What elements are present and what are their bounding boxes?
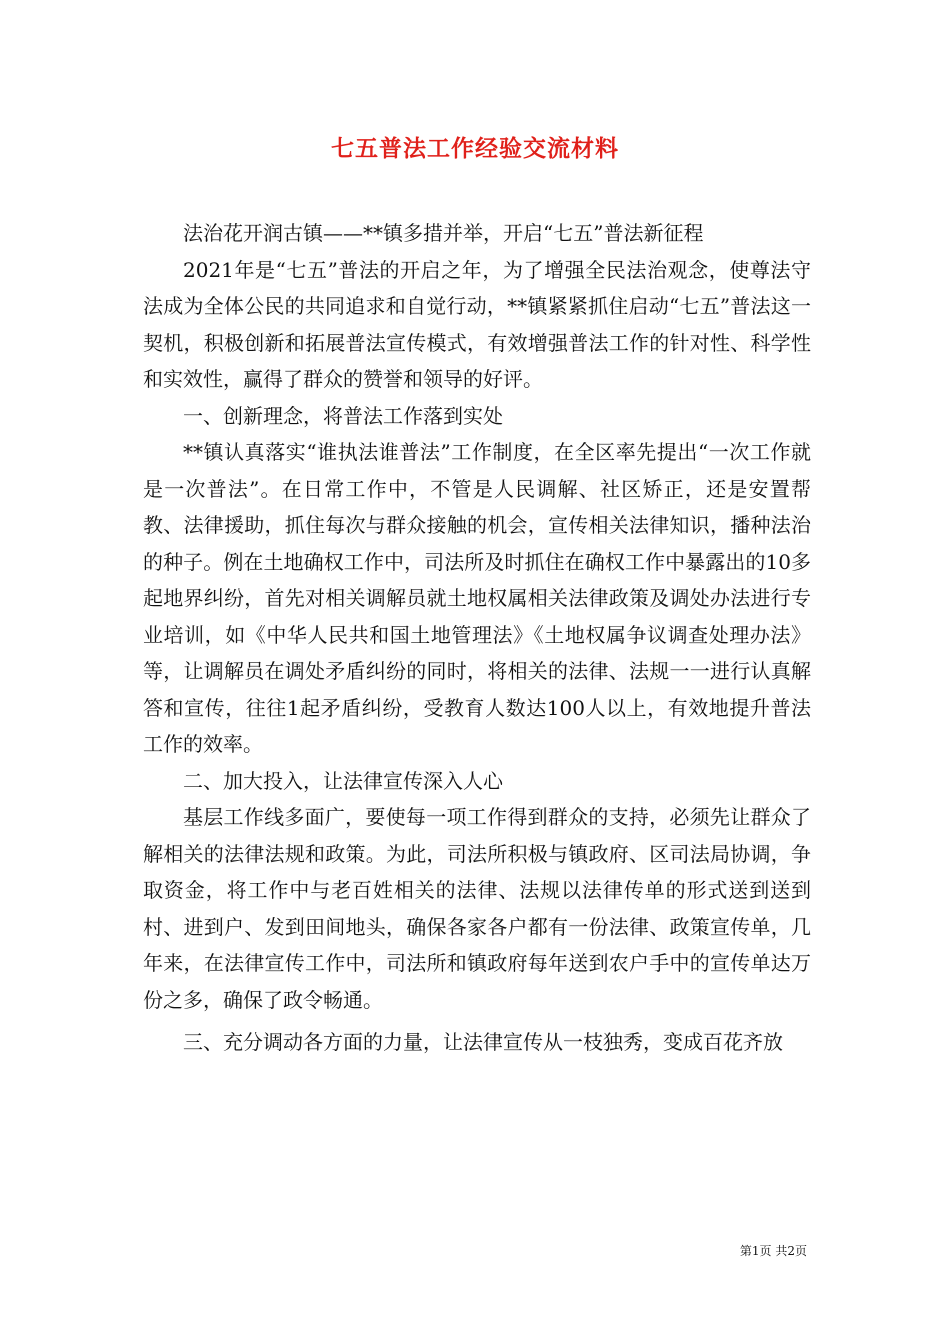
paragraph-subtitle: 法治花开润古镇——**镇多措并举，开启“七五”普法新征程: [183, 221, 704, 245]
section-heading-3: 三、充分调动各方面的力量，让法律宣传从一枝独秀，变成百花齐放: [183, 1030, 783, 1054]
paragraph-section-2: 基层工作线多面广，要使每一项工作得到群众的支持，必须先让群众了解相关的法律法规和政策。为此，司法所积极与镇政府、区司法局协调，争取资金，将工作中与老百姓相关的法律、法规以法律传单的形式送到送到村、进到户、发到田间地头，确保各家各户都有一份法律、政策宣传单，几年来，在法律宣传工作中，司法所和镇政府每年送到农户手中的宣传单达万份之多，确保了政令畅通。: [143, 805, 811, 1012]
paragraph-intro: 2021年是“七五”普法的开启之年，为了增强全民法治观念，使尊法守法成为全体公民的共同追求和自觉行动，**镇紧紧抓住启动“七五”普法这一契机，积极创新和拓展普法宣传模式，有效增强普法工作的针对性、科学性和实效性，赢得了群众的赞誉和领导的好评。: [143, 257, 811, 391]
section-heading-1: 一、创新理念，将普法工作落到实处: [183, 403, 503, 428]
page-number: 第1页 共2页: [739, 1244, 807, 1258]
document-title: 七五普法工作经验交流材料: [331, 135, 619, 162]
document-body: [143, 215, 811, 1061]
section-heading-2: 二、加大投入，让法律宣传深入人心: [183, 768, 503, 793]
paragraph-section-1: **镇认真落实“谁执法谁普法”工作制度，在全区率先提出“一次工作就是一次普法”。在日常工作中，不管是人民调解、社区矫正，还是安置帮教、法律援助，抓住每次与群众接触的机会，宣传相关法律知识，播种法治的种子。例在土地确权工作中，司法所及时抓住在确权工作中暴露出的10多起地界纠纷，首先对相关调解员就土地权属相关法律政策及调处办法进行专业培训，如《中华人民共和国土地管理法》《土地权属争议调查处理办法》等，让调解员在调处矛盾纠纷的同时，将相关的法律、法规一一进行认真解答和宣传，往往1起矛盾纠纷，受教育人数达100人以上，有效地提升普法工作的效率。: [143, 440, 811, 756]
